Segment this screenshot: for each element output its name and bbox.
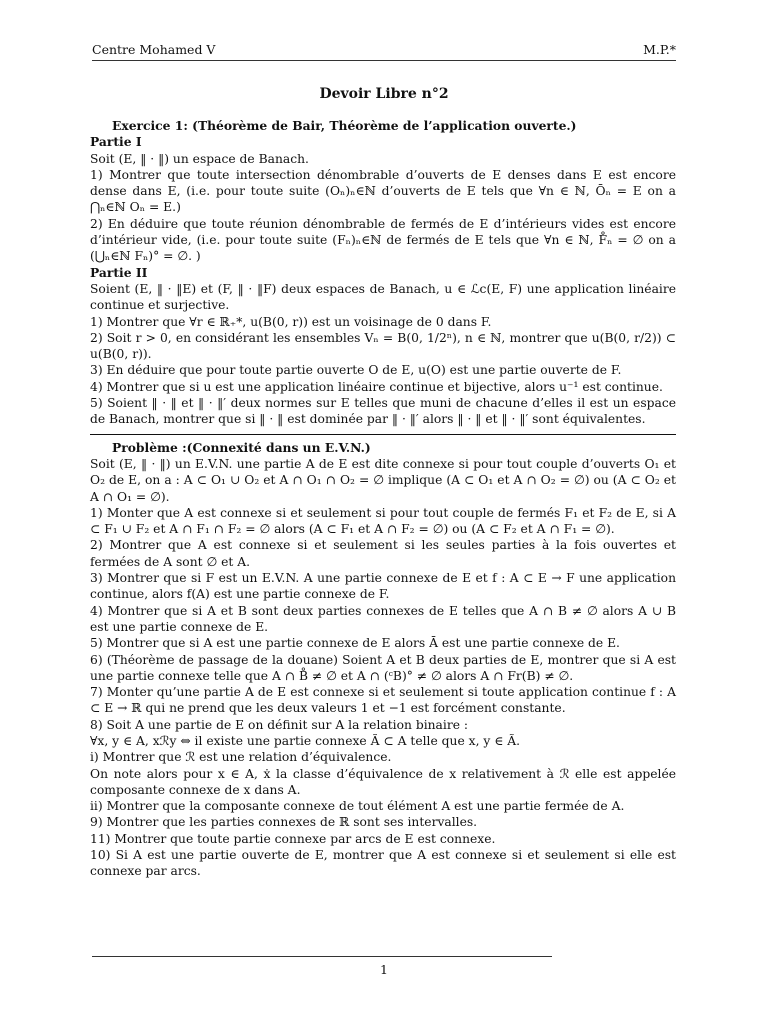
part2-line: 4) Montrer que si u est une application linéaire continue et bijective, alors u⁻¹ est continue. xyxy=(90,379,663,394)
problem-line: i) Montrer que ℛ est une relation d’équivalence. xyxy=(90,750,392,765)
part2-line: 2) Soit r > 0, en considérant les ensembles Vₙ = B(0, 1/2ⁿ), n ∈ ℕ, montrer que u(B(0, r/2)) ⊂ u(B(0, r)). xyxy=(90,330,676,362)
section-separator xyxy=(90,434,676,435)
part2-line: 3) En déduire que pour toute partie ouverte O de E, u(O) est une partie ouverte de F. xyxy=(90,363,622,378)
part1-title: Partie I xyxy=(90,134,142,150)
page-number: 1 xyxy=(380,962,388,977)
problem-line: 7) Monter qu’une partie A de E est connexe si et seulement si toute application continue f : A ⊂ E → ℝ qui ne prend que les deux valeurs 1 et −1 est forcément constante. xyxy=(90,685,676,716)
problem-line: 3) Montrer que si F est un E.V.N. A une partie connexe de E et f : A ⊂ E → F une application continue, alors f(A) est une partie connexe de F. xyxy=(90,571,676,602)
problem-line: Soit (E, ‖ · ‖) un E.V.N. une partie A de E est dite connexe si pour tout couple d’ouverts O₁ et O₂ de E, on a : A ⊂ O₁ ∪ O₂ et A ∩ O₁ ∩ O₂ = ∅ implique (A ⊂ O₁ et A ∩ O₂ = ∅) ou (A ⊂ O₂ et A ∩ O₁ = ∅). xyxy=(90,456,676,504)
problem-title: Problème :(Connexité dans un E.V.N.) xyxy=(112,439,371,455)
part2-line: 5) Soient ‖ · ‖ et ‖ · ‖′ deux normes sur E telles que muni de chacune d’elles il est un espace de Banach, montrer que si ‖ · ‖ est dominée par ‖ · ‖′ alors ‖ · ‖ et ‖ · ‖′ sont équivalentes. xyxy=(90,396,676,427)
header-left: Centre Mohamed V xyxy=(92,42,216,57)
header-right: M.P.* xyxy=(643,42,676,57)
exercise-title: Exercice 1: (Théorème de Bair, Théorème de l’application ouverte.) xyxy=(112,118,577,133)
part1-line: 1) Montrer que toute intersection dénombrable d’ouverts de E denses dans E est encore dense dans E, (i.e. pour toute suite (Oₙ)ₙ∈ℕ d’ouverts de E tels que ∀n ∈ ℕ, Ōₙ = E on a ⋂ₙ∈ℕ Oₙ = E.) xyxy=(90,167,676,215)
problem-line: 5) Montrer que si A est une partie connexe de E alors Ā est une partie connexe de E. xyxy=(90,636,620,651)
page-header xyxy=(92,42,676,57)
part1-line: 2) En déduire que toute réunion dénombrable de fermés de E d’intérieurs vides est encore d’intérieur vide, (i.e. pour toute suite (Fₙ)ₙ∈ℕ de fermés de E tels que ∀n ∈ ℕ, F̊ₙ = ∅ on a (⋃ₙ∈ℕ Fₙ)° = ∅. ) xyxy=(90,216,676,264)
problem-line: 2) Montrer que A est connexe si et seulement si les seules parties à la fois ouvertes et fermées de A sont ∅ et A. xyxy=(90,538,676,569)
problem-line: ∀x, y ∈ A, xℛy ⇔ il existe une partie connexe Ã ⊂ A telle que x, y ∈ Ã. xyxy=(90,733,521,748)
problem-line: 8) Soit A une partie de E on définit sur A la relation binaire : xyxy=(90,717,469,732)
part2-line: Soient (E, ‖ · ‖E) et (F, ‖ · ‖F) deux espaces de Banach, u ∈ ℒc(E, F) une application linéaire continue et surjective. xyxy=(90,281,676,313)
problem-line: 6) (Théorème de passage de la douane) Soient A et B deux parties de E, montrer que si A est une partie connexe telle que A ∩ B̊ ≠ ∅ et A ∩ (ᶜB)° ≠ ∅ alors A ∩ Fr(B) ≠ ∅. xyxy=(90,652,676,683)
document-body xyxy=(90,118,676,880)
footer-rule xyxy=(92,956,552,957)
problem-line: 1) Monter que A est connexe si et seulement si pour tout couple de fermés F₁ et F₂ de E, si A ⊂ F₁ ∪ F₂ et A ∩ F₁ ∩ F₂ = ∅ alors (A ⊂ F₁ et A ∩ F₂ = ∅) ou (A ⊂ F₂ et A ∩ F₁ = ∅). xyxy=(90,505,676,537)
problem-line: ii) Montrer que la composante connexe de tout élément A est une partie fermée de A. xyxy=(90,799,625,814)
problem-line: 10) Si A est une partie ouverte de E, montrer que A est connexe si et seulement si elle est connexe par arcs. xyxy=(90,848,676,879)
part2-title: Partie II xyxy=(90,264,148,280)
problem-line: 9) Montrer que les parties connexes de ℝ sont ses intervalles. xyxy=(90,815,478,830)
header-rule xyxy=(92,60,676,61)
document-title: Devoir Libre n°2 xyxy=(319,86,449,102)
problem-line: 11) Montrer que toute partie connexe par arcs de E est connexe. xyxy=(90,831,496,846)
problem-line: On note alors pour x ∈ A, ẋ la classe d’équivalence de x relativement à ℛ elle est appelée composante connexe de x dans A. xyxy=(90,766,676,797)
part2-line: 1) Montrer que ∀r ∈ ℝ₊*, u(B(0, r)) est un voisinage de 0 dans F. xyxy=(90,314,492,329)
part1-line: Soit (E, ‖ · ‖) un espace de Banach. xyxy=(90,151,309,166)
problem-line: 4) Montrer que si A et B sont deux parties connexes de E telles que A ∩ B ≠ ∅ alors A ∪ B est une partie connexe de E. xyxy=(90,603,676,634)
